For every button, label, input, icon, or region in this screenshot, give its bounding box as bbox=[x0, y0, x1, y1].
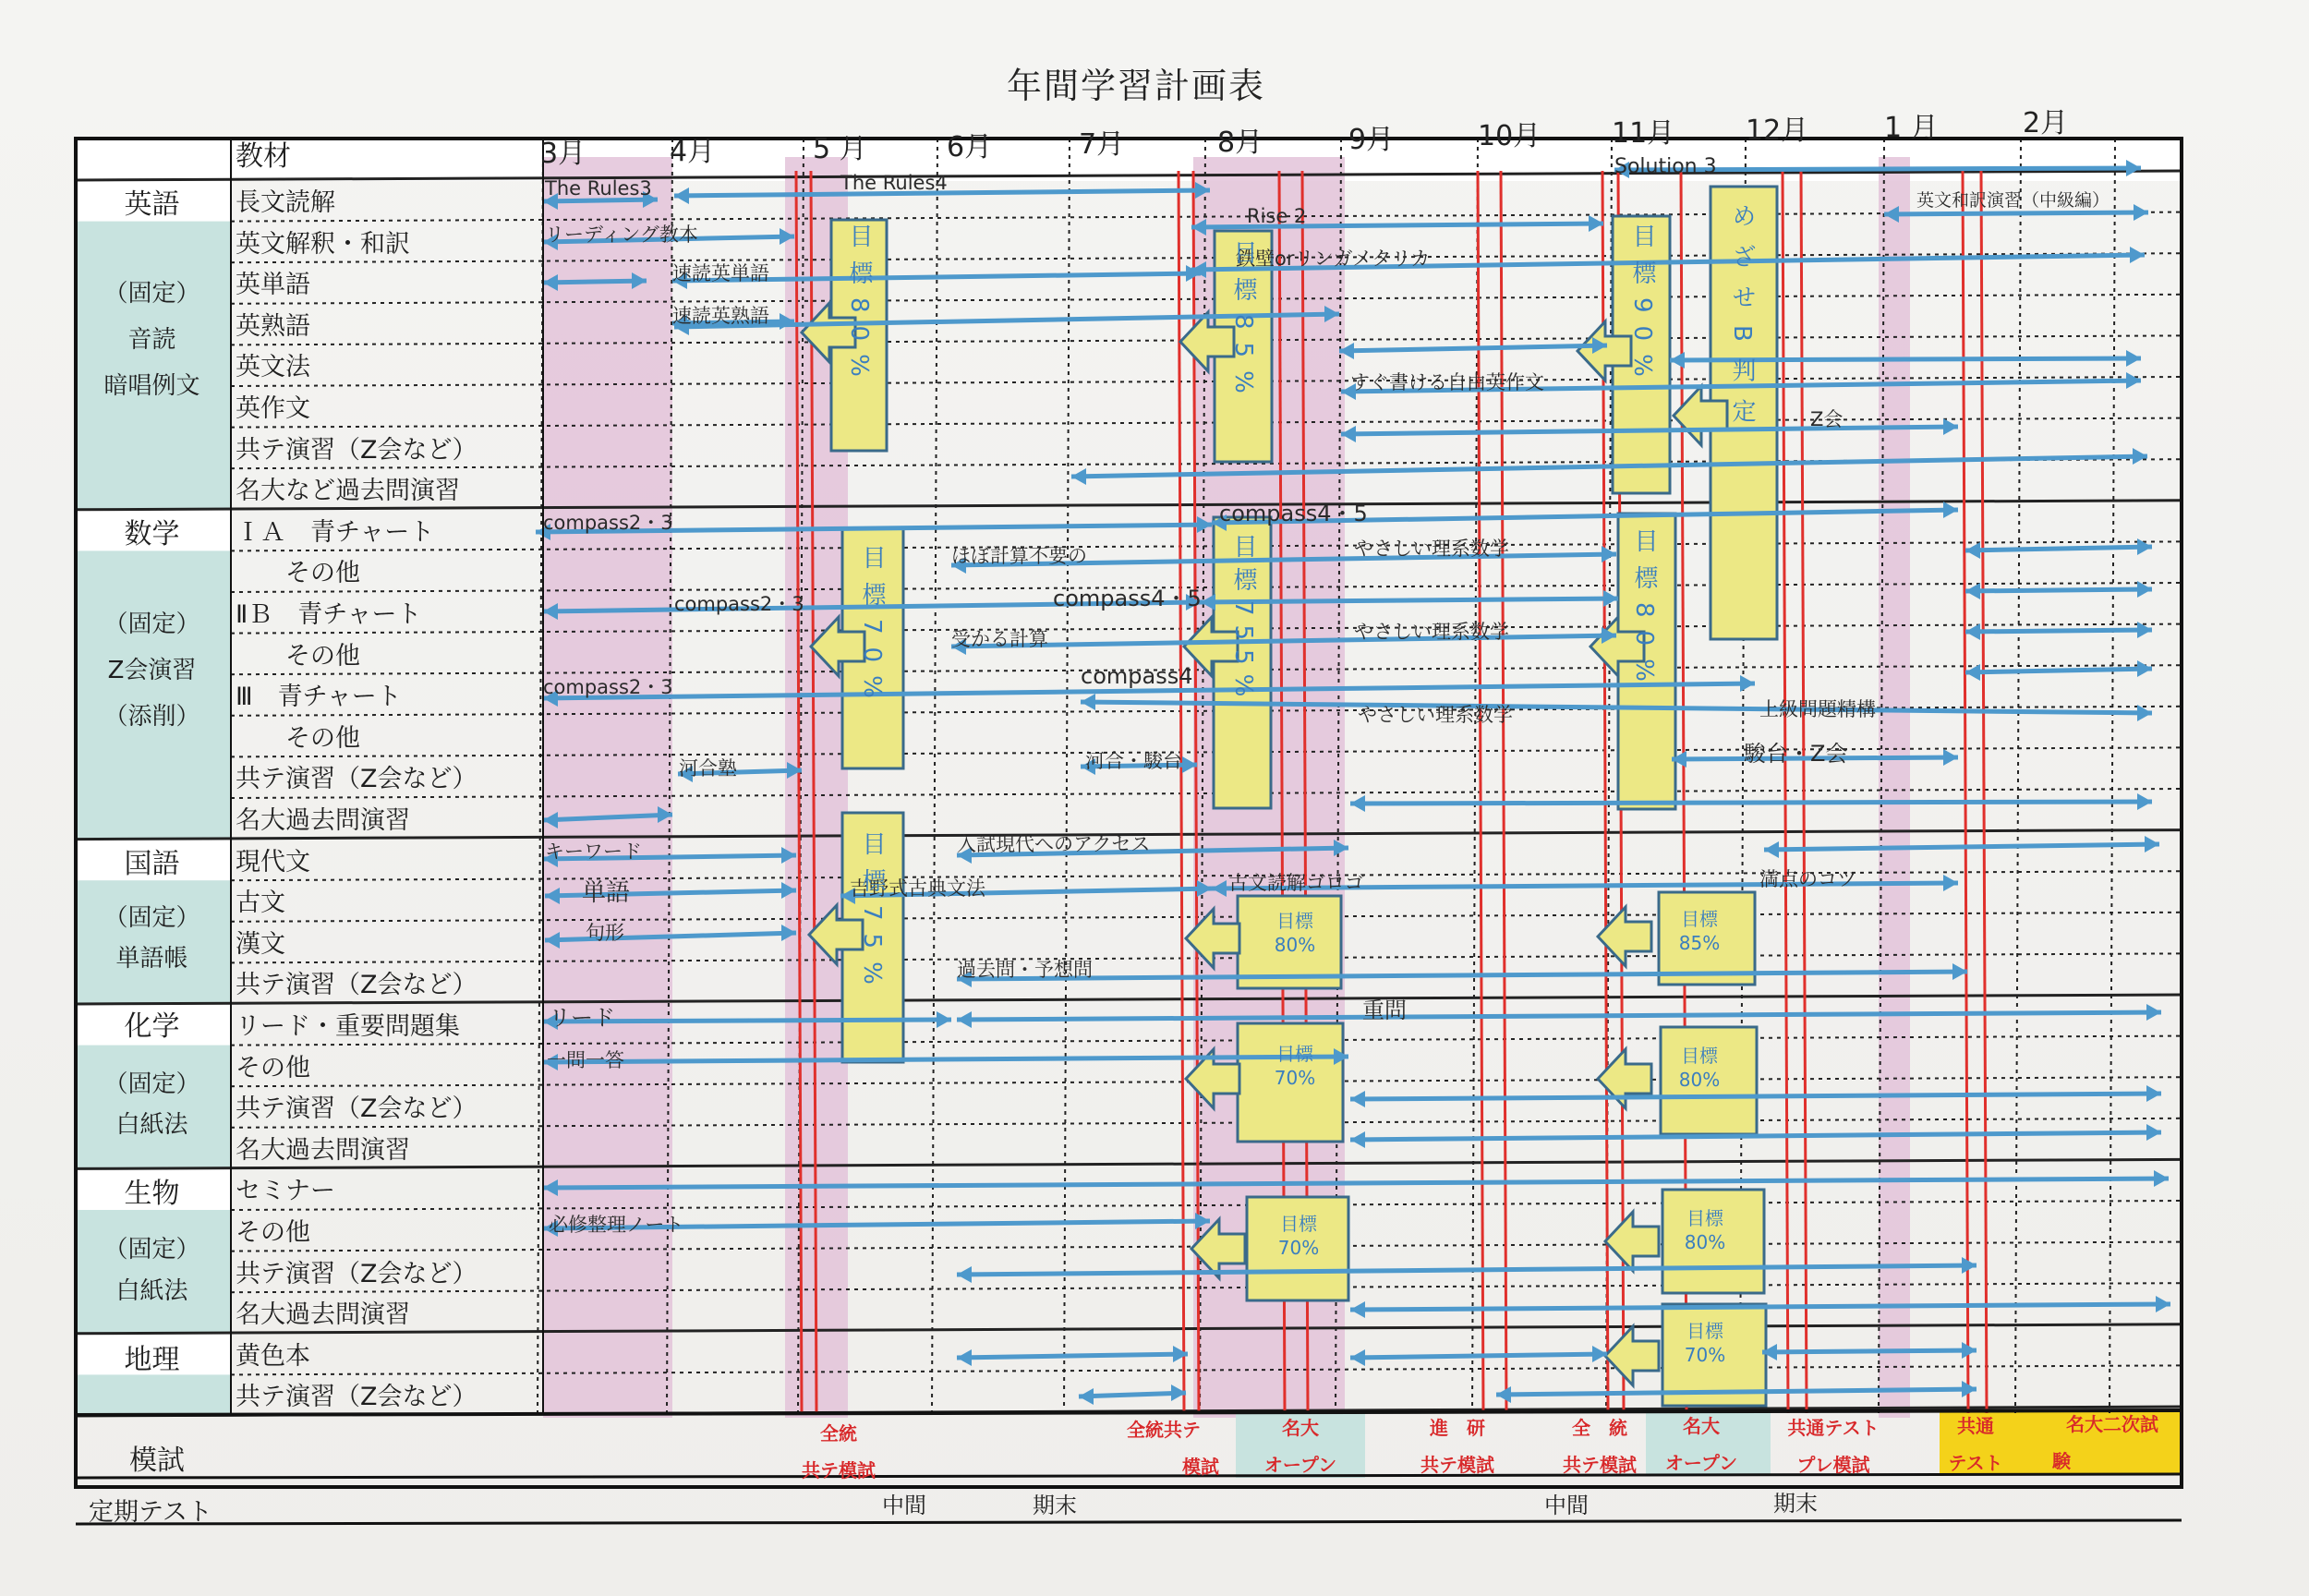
red-period-line bbox=[1801, 171, 1807, 1413]
regular-test-midterm-2: 中間 bbox=[1544, 1493, 1589, 1518]
plan-arrow-line bbox=[1965, 669, 2152, 672]
material-label: 名大過去問演習 bbox=[236, 1136, 410, 1165]
material-label: 英文解釈・和訳 bbox=[236, 230, 410, 259]
subject-geography: 地理 bbox=[124, 1344, 180, 1376]
mock-exam-meidai-nov bbox=[1646, 1408, 1757, 1481]
plan-arrow-tail bbox=[957, 1011, 972, 1028]
plan-arrow-head bbox=[2146, 1085, 2161, 1102]
plan-arrow-line bbox=[1079, 1393, 1186, 1396]
goal-english-dec bbox=[1716, 203, 1768, 453]
annotation-lead: リード bbox=[549, 1005, 615, 1031]
goal-english-aug-text: 目標85% bbox=[1229, 240, 1257, 406]
annotation-eibun-wayaku: 英文和訳演習（中級編） bbox=[1916, 190, 2110, 211]
material-label: 現代文 bbox=[236, 848, 310, 877]
plan-arrow-tail bbox=[1350, 1091, 1365, 1107]
annotation-ukaru-keisan: 受かる計算 bbox=[951, 628, 1048, 650]
mock-exam-pre-l2: プレ模試 bbox=[1796, 1454, 1870, 1476]
plan-arrow-tail bbox=[1079, 1388, 1094, 1405]
mock-exam-zentou-nov-l1: 全 統 bbox=[1572, 1417, 1627, 1439]
material-label: 名大など過去問演習 bbox=[236, 477, 460, 505]
plan-arrow-head bbox=[2146, 1004, 2161, 1021]
plan-arrow-tail bbox=[1350, 1349, 1365, 1366]
plan-arrow-line bbox=[543, 200, 658, 201]
annotation-sokudoku-jukugo: 速読英熟語 bbox=[672, 305, 769, 327]
annotation-z-kai: Z会 bbox=[1810, 408, 1844, 430]
material-label: 共テ演習（Z会など） bbox=[236, 436, 478, 465]
mock-exam-meidai-aug-l2: オープン bbox=[1263, 1454, 1337, 1476]
plan-arrow-head bbox=[2156, 1296, 2170, 1312]
plan-arrow-head bbox=[2126, 372, 2141, 389]
material-label: 長文読解 bbox=[236, 188, 335, 217]
plan-arrow-line bbox=[1965, 547, 2152, 550]
plan-arrow-tail bbox=[1350, 795, 1365, 812]
plan-arrow-tail bbox=[1965, 542, 1980, 559]
goal-chemistry-nov bbox=[1653, 1044, 1746, 1092]
goal-japanese-nov bbox=[1653, 907, 1746, 955]
goal-english-nov-text: 目標90% bbox=[1628, 224, 1656, 390]
plan-arrow-head bbox=[2145, 836, 2159, 852]
annotation-reading-text: リーディング教本 bbox=[545, 224, 698, 246]
annotation-compass23-c: compass2・3 bbox=[543, 676, 673, 698]
month-header-9: 9月 bbox=[1348, 124, 1395, 156]
material-label: その他 bbox=[236, 559, 360, 587]
mock-exam-shinken-l1: 進 研 bbox=[1430, 1417, 1485, 1439]
plan-arrow-head bbox=[1943, 418, 1958, 435]
mock-exam-kyoutsuu-l2: テスト bbox=[1948, 1452, 2003, 1474]
month-header-10: 10月 bbox=[1478, 120, 1541, 152]
annotation-kukei: 句形 bbox=[586, 922, 624, 944]
month-divider bbox=[2015, 139, 2021, 1413]
annotation-nyushi-gendai: 入試現代へのアクセス bbox=[957, 833, 1151, 855]
red-period-line bbox=[1783, 171, 1788, 1413]
regular-test-final-1: 期末 bbox=[1033, 1493, 1077, 1518]
annotation-tango: 単語 bbox=[582, 879, 631, 907]
mock-exam-meidai-nov-l2: オープン bbox=[1664, 1452, 1738, 1474]
regular-test-midterm-1: 中間 bbox=[882, 1493, 926, 1518]
mock-exam-meidai-aug bbox=[1245, 1409, 1356, 1483]
subject-japanese: 国語 bbox=[124, 848, 180, 880]
material-label: その他 bbox=[236, 1218, 310, 1247]
mock-exam-meidai-niji bbox=[2052, 1406, 2172, 1480]
plan-arrow-head bbox=[2146, 1124, 2161, 1141]
material-label: 共テ演習（Z会など） bbox=[236, 1260, 478, 1288]
subject-note-biology-2: 白紙法 bbox=[115, 1277, 188, 1305]
goal-english-dec-text: めざせB判定 bbox=[1728, 203, 1756, 440]
goal-english-nov bbox=[1616, 224, 1668, 404]
annotation-sundai-z: 駿台・Z会 bbox=[1744, 741, 1848, 767]
subject-chemistry: 化学 bbox=[124, 1010, 180, 1043]
mock-exam-zentou-may-l2: 共テ模試 bbox=[802, 1459, 876, 1481]
plan-arrow-tail bbox=[1350, 1301, 1365, 1318]
goal-chemistry-nov-value: 80% bbox=[1678, 1069, 1721, 1091]
annotation-compass45-c: compass4 bbox=[1081, 663, 1193, 689]
subject-math: 数学 bbox=[124, 518, 180, 550]
plan-arrow-line bbox=[957, 1012, 2161, 1020]
annotation-sokudoku-tango: 速読英単語 bbox=[672, 262, 769, 284]
plan-arrow-head bbox=[1943, 502, 1958, 518]
plan-arrow-head bbox=[937, 1011, 951, 1028]
goal-japanese-aug-label: 目標 bbox=[1276, 910, 1313, 932]
goal-biology-nov-value: 80% bbox=[1684, 1231, 1726, 1253]
material-label: 共テ演習（Z会など） bbox=[236, 1383, 478, 1411]
pink-period-band bbox=[1879, 157, 1910, 1418]
subject-note-math-3: （添削） bbox=[103, 703, 200, 731]
mock-exam-shinken bbox=[1402, 1409, 1513, 1483]
goal-geography-nov-value: 70% bbox=[1684, 1344, 1726, 1366]
annotation-the-rules3: The Rules3 bbox=[545, 177, 652, 200]
mock-exam-zentou-jul bbox=[1108, 1411, 1219, 1485]
goal-japanese-may-text: 目標75% bbox=[858, 831, 886, 998]
subject-note-chemistry-2: 白紙法 bbox=[115, 1111, 188, 1139]
month-header-6: 6月 bbox=[947, 131, 993, 163]
plan-arrow-line bbox=[1884, 212, 2148, 214]
material-label: Ⅲ 青チャート bbox=[236, 683, 402, 711]
plan-arrow-line bbox=[1764, 844, 2159, 850]
subject-note-english-3: 暗唱例文 bbox=[103, 372, 200, 400]
mock-exam-meidai-nov-l1: 名大 bbox=[1683, 1415, 1720, 1437]
mock-exam-zentou-nov-l2: 共テ模試 bbox=[1563, 1454, 1637, 1476]
mock-exam-zentou-may-l1: 全統 bbox=[820, 1422, 857, 1445]
plan-arrow-head bbox=[2137, 660, 2152, 677]
goal-biology-aug bbox=[1252, 1212, 1345, 1260]
mock-exam-meidai-niji-l2: 験 bbox=[2052, 1450, 2071, 1472]
annotation-compass23-b: compass2・3 bbox=[674, 593, 804, 615]
mock-exam-meidai-niji-l1: 名大二次試 bbox=[2066, 1413, 2158, 1435]
annotation-manten: 満点のコツ bbox=[1759, 868, 1856, 890]
regular-test-final-2: 期末 bbox=[1773, 1491, 1818, 1517]
material-label: セミナー bbox=[236, 1177, 335, 1205]
plan-arrow-line bbox=[1965, 589, 2152, 591]
plan-arrow-tail bbox=[1965, 664, 1980, 681]
annotation-ichimon: 一問一答 bbox=[547, 1049, 624, 1071]
month-divider bbox=[1472, 139, 1478, 1413]
plan-arrow-tail bbox=[1350, 1131, 1365, 1148]
goal-biology-nov-label: 目標 bbox=[1686, 1207, 1723, 1229]
month-header-3: 3月 bbox=[540, 138, 586, 170]
plan-arrow-head bbox=[1962, 1257, 1977, 1274]
material-label: 共テ演習（Z会など） bbox=[236, 1094, 478, 1123]
goal-japanese-aug bbox=[1249, 909, 1341, 957]
plan-arrow-tail bbox=[957, 1266, 972, 1283]
month-header-11: 11月 bbox=[1612, 117, 1675, 150]
plan-arrow-head bbox=[1740, 675, 1755, 692]
goal-math-aug-text: 目標755% bbox=[1229, 534, 1257, 707]
page-title: 年間学習計画表 bbox=[1006, 66, 1265, 106]
material-label: 漢文 bbox=[236, 930, 285, 959]
annotation-kawai-sundai: 河合・駿台 bbox=[1085, 750, 1182, 772]
plan-arrow-line bbox=[1762, 1350, 1977, 1352]
subject-note-math-2: Z会演習 bbox=[107, 657, 197, 684]
plan-arrow-tail bbox=[957, 1349, 972, 1366]
annotation-tetsuheki: 鉄壁orリンガメタリカ bbox=[1236, 248, 1431, 270]
month-header-5: 5 月 bbox=[813, 133, 867, 165]
plan-arrow-head bbox=[2133, 448, 2147, 465]
material-label: 名大過去問演習 bbox=[236, 1300, 410, 1329]
annotation-keyword: キーワード bbox=[545, 840, 642, 863]
annotation-kobun-goro: 古文読解ゴロゴ bbox=[1228, 872, 1364, 894]
mock-exam-pre bbox=[1764, 1409, 1903, 1483]
goal-arrow bbox=[1605, 1212, 1659, 1271]
annotation-juumon: 重問 bbox=[1362, 998, 1407, 1023]
material-label: 英作文 bbox=[236, 394, 310, 423]
test-row-bottom bbox=[76, 1520, 2182, 1524]
plan-arrow-tail bbox=[1081, 694, 1095, 710]
annotation-kawaijuku: 河合塾 bbox=[679, 757, 737, 780]
regular-test-label: 定期テスト bbox=[89, 1498, 212, 1527]
annotation-hisshu: 必修整理ノート bbox=[549, 1214, 684, 1236]
plan-arrow-tail bbox=[674, 187, 689, 204]
goal-biology-nov bbox=[1659, 1206, 1751, 1254]
subject-note-english-2: 音読 bbox=[127, 326, 176, 354]
annotation-yasashii-2: やさしい理系数学 bbox=[1354, 621, 1509, 643]
goal-japanese-aug-value: 80% bbox=[1274, 934, 1316, 956]
subject-biology: 生物 bbox=[124, 1178, 180, 1210]
mock-exam-pre-l1: 共通テスト bbox=[1787, 1417, 1880, 1439]
plan-arrow-head bbox=[1592, 1346, 1607, 1362]
goal-arrow bbox=[1605, 1326, 1659, 1385]
plan-arrow-tail bbox=[1965, 623, 1980, 640]
month-header-2: 2月 bbox=[2023, 107, 2069, 139]
plan-arrow-line bbox=[1350, 802, 2152, 804]
plan-arrow-head bbox=[2134, 204, 2148, 221]
goal-biology-aug-label: 目標 bbox=[1280, 1213, 1317, 1235]
plan-arrow-line bbox=[1339, 345, 1607, 351]
plan-arrow-line bbox=[1350, 1094, 2161, 1099]
goal-geography-nov-label: 目標 bbox=[1686, 1320, 1723, 1342]
month-header-12: 12月 bbox=[1746, 115, 1809, 147]
annotation-hobo-keisan: ほぼ計算不要の bbox=[951, 545, 1087, 567]
month-header-8: 8月 bbox=[1217, 127, 1263, 159]
plan-arrow-head bbox=[1943, 875, 1958, 891]
goal-math-may-text: 目標70% bbox=[858, 545, 886, 711]
annotation-yasashii-1: やさしい理系数学 bbox=[1354, 538, 1509, 560]
annotation-jiyu-eisakubun: すぐ書ける自由英作文 bbox=[1350, 371, 1544, 393]
goal-chemistry-aug-value: 70% bbox=[1274, 1067, 1316, 1089]
goal-japanese-nov-value: 85% bbox=[1678, 932, 1721, 954]
plan-arrow-tail bbox=[1670, 352, 1685, 369]
goal-math-may bbox=[846, 545, 898, 725]
material-label: その他 bbox=[236, 1054, 310, 1082]
material-label: 共テ演習（Z会など） bbox=[236, 765, 478, 793]
mock-exam-zentou-jul-l1: 全統共テ bbox=[1127, 1419, 1201, 1441]
goal-math-aug bbox=[1217, 534, 1269, 719]
annotation-kakomon: 過去問・予想問 bbox=[957, 959, 1093, 981]
plan-arrow-tail bbox=[1071, 468, 1086, 485]
subject-note-japanese-1: （固定） bbox=[103, 904, 200, 932]
goal-japanese-may bbox=[846, 831, 898, 1011]
plan-arrow-head bbox=[1173, 1346, 1188, 1362]
material-label: リード・重要問題集 bbox=[236, 1012, 460, 1041]
goal-japanese-nov-label: 目標 bbox=[1681, 908, 1718, 930]
plan-arrow-line bbox=[1965, 630, 2152, 632]
material-header: 教材 bbox=[236, 140, 291, 173]
material-label: その他 bbox=[236, 642, 360, 671]
mock-exam-meidai-aug-l1: 名大 bbox=[1282, 1417, 1319, 1439]
annotation-compass23-a: compass2・3 bbox=[543, 512, 673, 534]
goal-english-may bbox=[833, 224, 885, 404]
material-label: 共テ演習（Z会など） bbox=[236, 971, 478, 999]
red-period-line bbox=[1179, 171, 1184, 1413]
annotation-compass45-a: compass4・5 bbox=[1219, 501, 1368, 526]
annotation-the-rules4: The Rules4 bbox=[840, 172, 948, 194]
goal-math-nov bbox=[1618, 528, 1670, 708]
mock-exam-zentou-may bbox=[783, 1415, 894, 1489]
goal-english-aug bbox=[1217, 240, 1269, 420]
plan-arrow-head bbox=[1602, 546, 1616, 562]
material-label: 英文法 bbox=[236, 353, 310, 381]
goal-chemistry-nov-label: 目標 bbox=[1681, 1045, 1718, 1067]
plan-arrow-line bbox=[957, 972, 1967, 979]
month-header-1: 1 月 bbox=[1884, 112, 1939, 144]
plan-arrow-head bbox=[1943, 749, 1958, 766]
month-divider bbox=[2110, 139, 2115, 1413]
plan-arrow-line bbox=[543, 281, 647, 283]
annotation-solution3: Solution 3 bbox=[1614, 155, 1717, 178]
mock-exam-shinken-l2: 共テ模試 bbox=[1420, 1454, 1494, 1476]
mock-exam-zentou-nov bbox=[1544, 1409, 1655, 1483]
goal-biology-aug-value: 70% bbox=[1277, 1237, 1320, 1259]
subject-note-biology-1: （固定） bbox=[103, 1236, 200, 1264]
plan-arrow-head bbox=[1589, 215, 1603, 232]
plan-arrow-line bbox=[1350, 1354, 1607, 1358]
annotation-rise2: Rise 2 bbox=[1247, 205, 1307, 227]
subject-note-math-1: （固定） bbox=[103, 611, 200, 638]
annotation-yasashii-3: やさしい理系数学 bbox=[1358, 704, 1513, 726]
subject-note-english-1: （固定） bbox=[103, 280, 200, 308]
material-label: 英単語 bbox=[236, 271, 310, 299]
subject-note-chemistry-1: （固定） bbox=[103, 1070, 200, 1098]
material-label: その他 bbox=[236, 724, 360, 753]
material-label: ＩＡ 青チャート bbox=[236, 518, 435, 547]
plan-arrow-tail bbox=[1496, 1386, 1511, 1403]
plan-arrow-tail bbox=[1965, 583, 1980, 599]
goal-chemistry-aug bbox=[1249, 1042, 1341, 1090]
goal-geography-nov bbox=[1659, 1319, 1751, 1367]
goal-math-nov-text: 目標80% bbox=[1630, 528, 1658, 695]
annotation-yoshino: 吉野式古典文法 bbox=[850, 877, 985, 900]
plan-arrow-head bbox=[2154, 1170, 2169, 1187]
annotation-joukyu: 上級問題精構 bbox=[1759, 698, 1876, 720]
mock-exam-kyoutsuu-l1: 共通 bbox=[1957, 1415, 1994, 1437]
material-label: 古文 bbox=[236, 889, 285, 917]
mock-exam-zentou-jul-l2: 模試 bbox=[1182, 1456, 1219, 1478]
plan-arrow-head bbox=[2137, 793, 2152, 810]
plan-arrow-line bbox=[957, 1265, 1977, 1275]
annotation-compass45-b: compass4・5 bbox=[1053, 586, 1202, 611]
material-label: 英熟語 bbox=[236, 312, 310, 341]
plan-arrow-head bbox=[2130, 247, 2145, 263]
goal-english-may-text: 目標80% bbox=[845, 224, 873, 390]
material-label: 黄色本 bbox=[236, 1342, 310, 1371]
plan-arrow-head bbox=[1603, 590, 1618, 607]
material-label: 名大過去問演習 bbox=[236, 806, 410, 835]
material-label: ⅡＢ 青チャート bbox=[236, 600, 422, 629]
subject-note-japanese-2: 単語帳 bbox=[115, 945, 188, 973]
mock-exam-kyoutsuu bbox=[1934, 1408, 2017, 1481]
goal-chemistry-aug-label: 目標 bbox=[1276, 1043, 1313, 1065]
plan-arrow-head bbox=[2126, 350, 2141, 367]
plan-arrow-tail bbox=[1764, 841, 1779, 858]
month-header-7: 7月 bbox=[1079, 128, 1125, 161]
plan-arrow-line bbox=[957, 1354, 1188, 1358]
mock-exam-label: 模試 bbox=[129, 1445, 185, 1477]
month-header-4: 4月 bbox=[670, 136, 716, 168]
subject-english: 英語 bbox=[124, 188, 180, 221]
